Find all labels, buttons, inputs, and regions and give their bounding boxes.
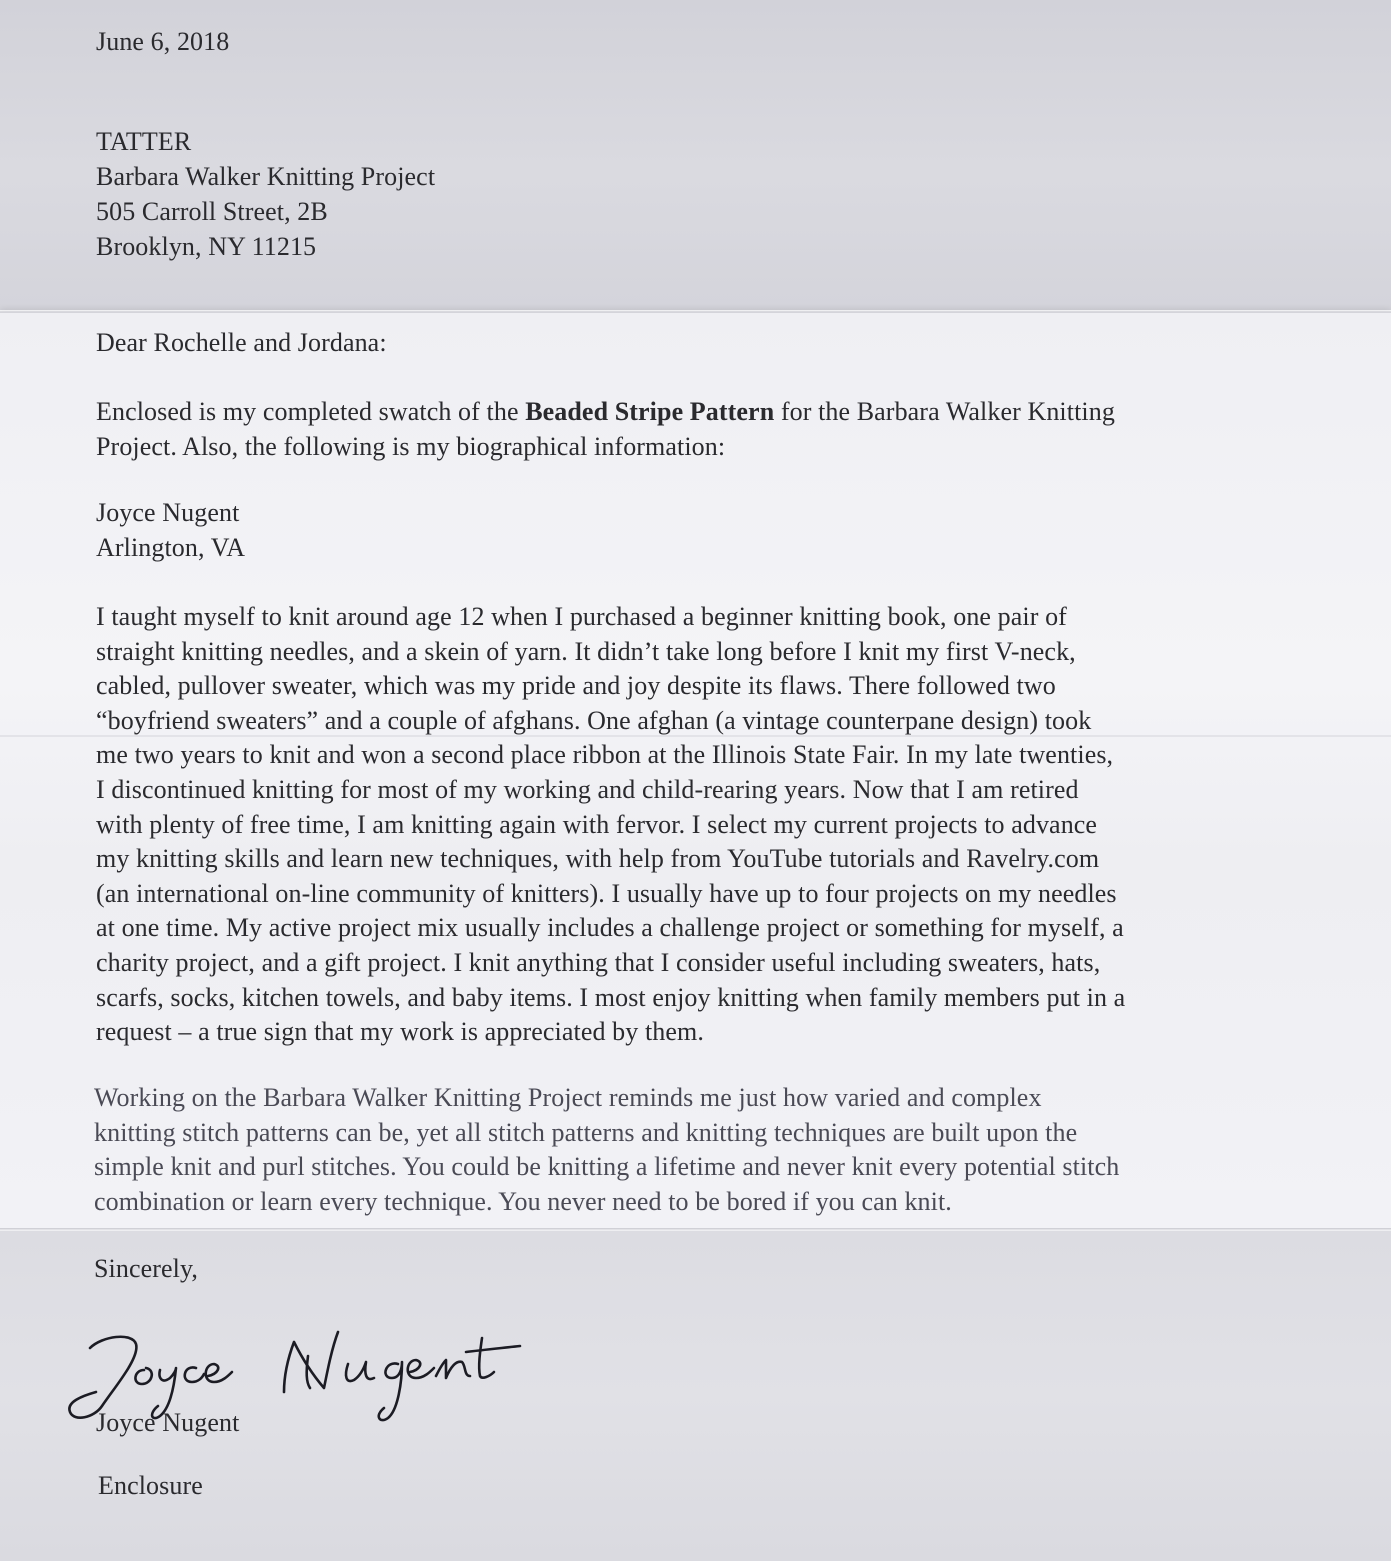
salutation: Dear Rochelle and Jordana: — [96, 328, 387, 357]
body-line: charity project, and a gift project. I knit anything that I consider useful including sweaters, hats, — [96, 947, 1101, 977]
body-line: (an international on-line community of knitters). I usually have up to four projects on my needles — [96, 878, 1117, 908]
fold-crease — [0, 1228, 1391, 1231]
body-line: me two years to knit and won a second place ribbon at the Illinois State Fair. In my late twenties, — [96, 740, 1114, 770]
closing-line: knitting stitch patterns can be, yet all stitch patterns and knitting techniques are built upon the — [94, 1117, 1078, 1147]
intro-line: Project. Also, the following is my biographical information: — [96, 431, 726, 461]
body-line: my knitting skills and learn new techniques, with help from YouTube tutorials and Ravelry.com — [96, 844, 1100, 874]
pattern-name: Beaded Stripe Pattern — [525, 397, 775, 426]
signature-stroke — [135, 1368, 151, 1384]
biography-paragraph — [96, 600, 1125, 1050]
signature-stroke — [206, 1364, 232, 1382]
signature-stroke — [408, 1360, 434, 1378]
bio-block — [96, 496, 245, 565]
intro-text: Enclosed is my completed swatch of the — [96, 397, 526, 426]
closing-line: simple knit and purl stitches. You could be knitting a lifetime and never knit every potential stitch — [94, 1152, 1120, 1181]
closing-paragraph — [94, 1081, 1119, 1219]
address-line: TATTER — [96, 127, 192, 156]
body-line: scarfs, socks, kitchen towels, and baby items. I most enjoy knitting when family members put in a — [96, 982, 1126, 1012]
signature-stroke — [185, 1367, 204, 1382]
signature-stroke — [379, 1362, 402, 1420]
fold-crease — [0, 310, 1391, 313]
body-line: I discontinued knitting for most of my working and child-rearing years. Now that I am retired — [96, 774, 1079, 804]
body-line: straight knitting needles, and a skein of yarn. It didn’t take long before I knit my first V-neck, — [96, 636, 1076, 666]
body-line: “boyfriend sweaters” and a couple of afghans. One afghan (a vintage counterpane design) took — [96, 705, 1092, 735]
signature-stroke — [284, 1332, 338, 1392]
body-line: request – a true sign that my work is appreciated by them. — [96, 1017, 704, 1047]
address-line: 505 Carroll Street, 2B — [96, 197, 328, 226]
recipient-address — [96, 124, 435, 264]
body-line: I taught myself to knit around age 12 when I purchased a beginner knitting book, one pair of — [96, 602, 1067, 631]
address-line: Barbara Walker Knitting Project — [96, 162, 436, 191]
signature-stroke — [466, 1346, 520, 1352]
body-line: with plenty of free time, I am knitting again with fervor. I select my current projects to advance — [96, 809, 1098, 839]
signature-stroke — [479, 1338, 494, 1378]
body-line: at one time. My active project mix usually includes a challenge project or something for myself, a — [96, 913, 1124, 943]
bio-location: Arlington, VA — [96, 532, 246, 562]
enclosure-note: Enclosure — [98, 1471, 203, 1500]
bio-name: Joyce Nugent — [96, 498, 240, 527]
signature-stroke — [307, 1356, 310, 1388]
complimentary-close: Sincerely, — [94, 1254, 198, 1283]
signature-stroke — [346, 1362, 374, 1381]
body-line: cabled, pullover sweater, which was my pride and joy despite its flaws. There followed two — [96, 671, 1056, 701]
signer-name: Joyce Nugent — [96, 1408, 240, 1437]
closing-line: combination or learn every technique. You never need to be bored if you can knit. — [94, 1186, 952, 1216]
intro-paragraph — [96, 395, 1115, 464]
address-line: Brooklyn, NY 11215 — [96, 232, 317, 261]
signature-stroke — [436, 1360, 470, 1378]
closing-line: Working on the Barbara Walker Knitting Project reminds me just how varied and complex — [94, 1083, 1042, 1112]
letter-date: June 6, 2018 — [96, 27, 230, 56]
intro-text: for the Barbara Walker Knitting — [774, 397, 1115, 426]
intro-line — [96, 395, 1115, 430]
